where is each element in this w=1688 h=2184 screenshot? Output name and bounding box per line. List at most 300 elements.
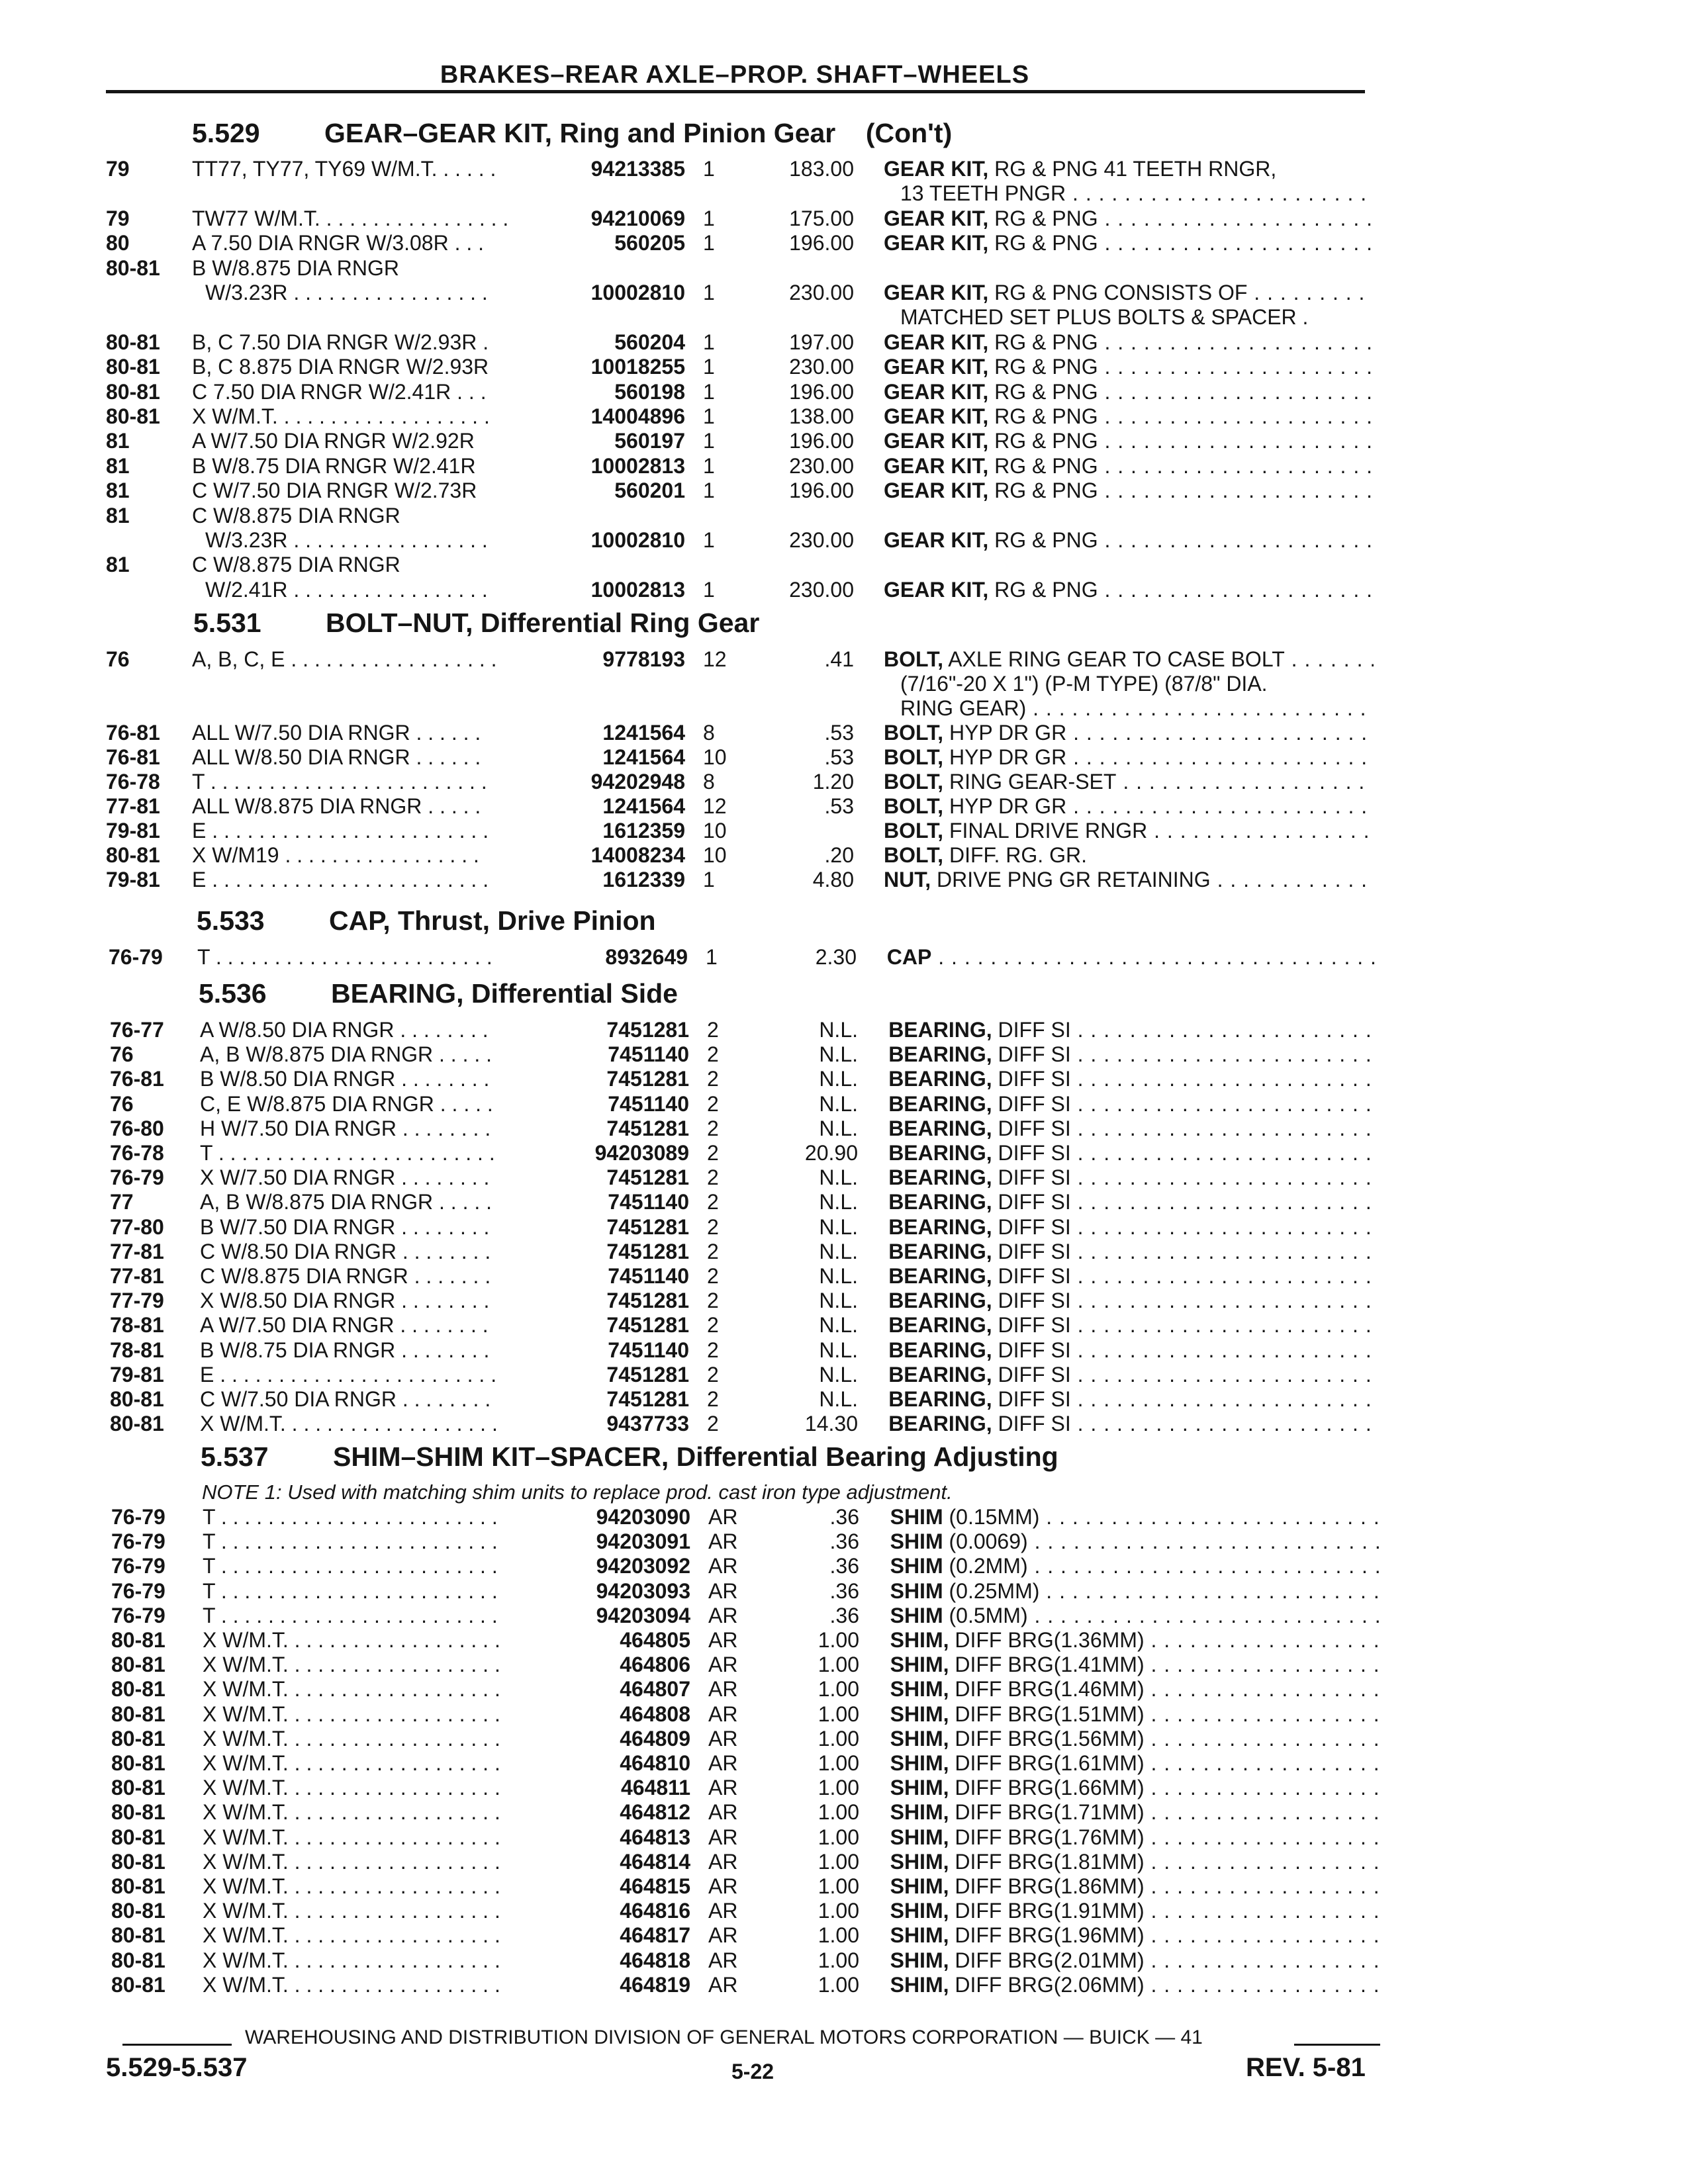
model-year: 80 [106,231,130,255]
quantity: AR [708,1874,738,1898]
quantity: 2 [707,1313,719,1337]
part-number: 464808 [620,1702,690,1726]
model-year: 76 [106,647,130,671]
section-title: BOLT–NUT, Differential Ring Gear [326,608,760,638]
price: 1.00 [818,1702,859,1726]
description: GEAR KIT, RG & PNG 41 TEETH RNGR, [884,157,1277,181]
parts-row [0,1165,1688,1190]
price: N.L. [819,1338,858,1362]
model-year: 80-81 [110,1387,164,1411]
quantity: 2 [707,1338,719,1362]
parts-row [0,1775,1688,1800]
parts-row [0,1578,1688,1604]
parts-row [0,1652,1688,1677]
application: B W/8.75 DIA RNGR W/2.41R [192,454,476,478]
model-year: 76-79 [111,1554,165,1578]
quantity: AR [708,1505,738,1529]
page-header-title: BRAKES–REAR AXLE–PROP. SHAFT–WHEELS [440,61,1030,89]
price: .36 [829,1579,859,1603]
part-number: 7451281 [606,1363,689,1387]
part-number: 7451281 [606,1116,689,1140]
description: BOLT, AXLE RING GEAR TO CASE BOLT . . . [884,647,1374,672]
part-number: 464818 [620,1948,690,1972]
part-number: 1612339 [602,868,685,891]
model-year: 80-81 [111,1948,165,1972]
description: GEAR KIT, RG & PNG . . . [884,354,1374,379]
part-number: 14008234 [590,843,685,867]
description: SHIM, DIFF BRG(2.01MM) . . . [890,1948,1380,1973]
quantity: AR [708,1923,738,1947]
parts-row [0,1825,1688,1850]
part-number: 7451281 [606,1240,689,1263]
parts-row [0,1529,1688,1554]
model-year: 76 [110,1042,134,1066]
section-heading [201,1441,1058,1473]
part-number: 464816 [620,1899,690,1923]
parts-row [0,1288,1688,1313]
part-number: 94203092 [596,1554,690,1578]
price: 20.90 [804,1141,858,1165]
model-year: 80-81 [111,1899,165,1923]
model-year: 79-81 [110,1363,164,1387]
application: X W/M.T. . . . . . . . . . . . . . . . . . . [203,1874,500,1898]
model-year: 76 [110,1092,134,1116]
part-number: 560197 [614,429,685,453]
quantity: AR [708,1727,738,1751]
price: N.L. [819,1067,858,1091]
price: 2.30 [815,945,857,969]
description: SHIM, DIFF BRG(1.36MM) . . . [890,1627,1380,1653]
price: 1.20 [812,770,854,794]
price: 1.00 [818,1973,859,1997]
model-year: 76-80 [110,1116,164,1140]
description: BOLT, HYP DR GR . . . [884,794,1374,819]
parts-row [0,1338,1688,1363]
description: SHIM, DIFF BRG(1.86MM) . . . [890,1874,1380,1899]
description: SHIM (0.15MM) . . . [890,1504,1380,1529]
part-number: 10002810 [590,528,685,552]
application: T . . . . . . . . . . . . . . . . . . . . . . . . [203,1604,498,1627]
part-number: 94210069 [590,206,685,230]
description: SHIM, DIFF BRG(1.76MM) . . . [890,1825,1380,1850]
quantity: AR [708,1973,738,1997]
description: SHIM, DIFF BRG(1.66MM) . . . [890,1775,1380,1800]
part-number: 1241564 [602,721,685,745]
model-year: 80-81 [106,404,160,428]
parts-row [0,552,1688,577]
part-number: 7451140 [608,1264,689,1288]
part-number: 560205 [614,231,685,255]
parts-row [0,944,1688,970]
price: 230.00 [789,355,854,379]
application: X W/M.T. . . . . . . . . . . . . . . . . . . [203,1751,500,1775]
description: SHIM (0.0069) . . . [890,1529,1380,1554]
price: .41 [824,647,854,671]
description: SHIM, DIFF BRG(1.91MM) . . . [890,1898,1380,1923]
quantity: 1 [703,281,715,304]
parts-row [0,1898,1688,1923]
model-year: 77-79 [110,1289,164,1312]
parts-row [0,156,1688,181]
model-year: 80-81 [106,330,160,354]
price: N.L. [819,1018,858,1042]
description: BOLT, HYP DR GR . . . [884,720,1374,745]
price: 230.00 [789,578,854,602]
model-year: 76-79 [109,945,163,969]
application: T . . . . . . . . . . . . . . . . . . . . . . . . [203,1529,498,1553]
parts-row [0,1066,1688,1091]
footer-rule-left [122,2044,232,2046]
quantity: 2 [707,1387,719,1411]
application: B W/8.75 DIA RNGR . . . . . . . . [200,1338,490,1362]
description: BEARING, DIFF SI . . . [888,1263,1378,1289]
quantity: 1 [703,380,715,404]
description: SHIM, DIFF BRG(1.71MM) . . . [890,1799,1380,1825]
application: C W/8.50 DIA RNGR . . . . . . . . [200,1240,491,1263]
parts-row [0,867,1688,892]
parts-row [0,1972,1688,1997]
description: GEAR KIT, RG & PNG . . . [884,428,1374,453]
quantity: 2 [707,1165,719,1189]
description: BEARING, DIFF SI . . . [888,1017,1378,1042]
price: N.L. [819,1215,858,1239]
price: 196.00 [789,380,854,404]
quantity: AR [708,1776,738,1799]
description: GEAR KIT, RG & PNG . . . [884,206,1374,231]
application: B, C 7.50 DIA RNGR W/2.93R . [192,330,489,354]
application: X W/M.T. . . . . . . . . . . . . . . . . . . [203,1653,500,1676]
part-number: 7451140 [608,1338,689,1362]
parts-row [0,354,1688,379]
price: 1.00 [818,1850,859,1874]
application: X W/M.T. . . . . . . . . . . . . . . . . . . [192,404,490,428]
part-number: 464809 [620,1727,690,1751]
model-year: 79-81 [106,868,160,891]
quantity: 2 [707,1042,719,1066]
footer-revision: REV. 5-81 [1246,2053,1366,2082]
parts-row [0,1849,1688,1874]
quantity: AR [708,1628,738,1652]
description: SHIM (0.2MM) . . . [890,1553,1380,1578]
parts-row [0,404,1688,429]
application: A 7.50 DIA RNGR W/3.08R . . . [192,231,485,255]
parts-row [0,1504,1688,1529]
quantity: 10 [703,819,727,842]
price: 1.00 [818,1628,859,1652]
application: H W/7.50 DIA RNGR . . . . . . . . [200,1116,491,1140]
section-title: SHIM–SHIM KIT–SPACER, Differential Bearing Adjusting [333,1441,1058,1472]
parts-row [0,230,1688,255]
footer-division-text: WAREHOUSING AND DISTRIBUTION DIVISION OF GENERAL MOTORS CORPORATION — BUICK — 41 [245,2026,1203,2048]
part-number: 14004896 [590,404,685,428]
parts-row [0,1312,1688,1338]
application: E . . . . . . . . . . . . . . . . . . . . . . . . [192,819,489,842]
parts-row [0,1116,1688,1141]
section-heading [199,978,678,1009]
price: 1.00 [818,1874,859,1898]
parts-row [0,1140,1688,1165]
price: 1.00 [818,1948,859,1972]
description: SHIM, DIFF BRG(1.46MM) . . . [890,1676,1380,1702]
part-number: 10002813 [590,578,685,602]
model-year: 77-81 [110,1264,164,1288]
description: NUT, DRIVE PNG GR RETAINING . . . [884,867,1374,892]
model-year: 81 [106,553,130,576]
price: .53 [824,794,854,818]
part-number: 7451281 [606,1215,689,1239]
description: SHIM, DIFF BRG(1.41MM) . . . [890,1652,1380,1677]
section-heading [193,608,759,639]
description: BOLT, RING GEAR-SET . . . [884,769,1374,794]
application: B W/7.50 DIA RNGR . . . . . . . . [200,1215,490,1239]
application: X W/M.T. . . . . . . . . . . . . . . . . . . [203,1677,500,1701]
model-year: 77-80 [110,1215,164,1239]
parts-row [0,1874,1688,1899]
description: BEARING, DIFF SI . . . [888,1091,1378,1116]
price: N.L. [819,1313,858,1337]
quantity: AR [708,1554,738,1578]
application: C, E W/8.875 DIA RNGR . . . . . [200,1092,493,1116]
application: T . . . . . . . . . . . . . . . . . . . . . . . . [203,1579,498,1603]
quantity: 10 [703,843,727,867]
description: 13 TEETH PNGR . . . [900,181,1374,206]
description: SHIM, DIFF BRG(1.61MM) . . . [890,1751,1380,1776]
model-year: 76-79 [111,1529,165,1553]
model-year: 78-81 [110,1338,164,1362]
quantity: 2 [707,1264,719,1288]
part-number: 464817 [620,1923,690,1947]
price: 1.00 [818,1923,859,1947]
price: .36 [829,1529,859,1553]
model-year: 80-81 [111,1653,165,1676]
quantity: 1 [703,454,715,478]
model-year: 80-81 [111,1751,165,1775]
application: X W/M.T. . . . . . . . . . . . . . . . . . . [203,1973,500,1997]
parts-row [0,428,1688,453]
part-number: 10018255 [590,355,685,379]
description: GEAR KIT, RG & PNG CONSISTS OF . . . [884,280,1374,305]
application: T . . . . . . . . . . . . . . . . . . . . . . . . [200,1141,495,1165]
model-year: 80-81 [111,1727,165,1751]
price: 1.00 [818,1653,859,1676]
description: SHIM, DIFF BRG(1.81MM) . . . [890,1849,1380,1874]
part-number: 7451140 [608,1092,689,1116]
parts-row [0,647,1688,672]
application: W/3.23R . . . . . . . . . . . . . . . . . [205,281,488,304]
section-heading [197,905,656,936]
parts-row [0,1726,1688,1751]
model-year: 76-78 [110,1141,164,1165]
model-year: 79 [106,157,130,181]
parts-row [0,1553,1688,1578]
description: BOLT, HYP DR GR . . . [884,745,1374,770]
application: X W/M.T. . . . . . . . . . . . . . . . . . . [203,1923,500,1947]
application: C W/7.50 DIA RNGR W/2.73R [192,478,477,502]
part-number: 94203089 [594,1141,689,1165]
part-number: 8932649 [605,945,688,969]
parts-row [0,1214,1688,1240]
parts-row [0,577,1688,602]
application: E . . . . . . . . . . . . . . . . . . . . . . . . [200,1363,497,1387]
quantity: 2 [707,1141,719,1165]
price: .36 [829,1554,859,1578]
description: BEARING, DIFF SI . . . [888,1165,1378,1190]
description: SHIM (0.25MM) . . . [890,1578,1380,1604]
price: 138.00 [789,404,854,428]
application: X W/M.T. . . . . . . . . . . . . . . . . . . [203,1850,500,1874]
part-number: 560201 [614,478,685,502]
price: 1.00 [818,1727,859,1751]
quantity: 1 [703,528,715,552]
quantity: 1 [703,206,715,230]
price: N.L. [819,1116,858,1140]
model-year: 80-81 [106,843,160,867]
part-number: 464805 [620,1628,690,1652]
quantity: 1 [703,478,715,502]
parts-row [0,1387,1688,1412]
application: X W/M.T. . . . . . . . . . . . . . . . . . . [203,1727,500,1751]
model-year: 76-79 [111,1579,165,1603]
model-year: 79-81 [106,819,160,842]
description: BEARING, DIFF SI . . . [888,1312,1378,1338]
part-number: 464807 [620,1677,690,1701]
parts-row [0,1702,1688,1727]
application: E . . . . . . . . . . . . . . . . . . . . . . . . [192,868,489,891]
section-title: CAP, Thrust, Drive Pinion [329,905,656,936]
model-year: 80-81 [106,355,160,379]
price: 4.80 [812,868,854,891]
part-number: 10002813 [590,454,685,478]
header-rule [106,90,1365,93]
model-year: 80-81 [111,1677,165,1701]
description: GEAR KIT, RG & PNG . . . [884,330,1374,355]
parts-row [0,1017,1688,1042]
parts-row [0,379,1688,404]
section-title: GEAR–GEAR KIT, Ring and Pinion Gear (Con't) [324,118,953,148]
description: BOLT, FINAL DRIVE RNGR . . . [884,818,1374,843]
quantity: AR [708,1677,738,1701]
quantity: 2 [707,1363,719,1387]
description: SHIM, DIFF BRG(1.96MM) . . . [890,1923,1380,1948]
application: X W/M.T. . . . . . . . . . . . . . . . . . . [203,1825,500,1849]
description: BEARING, DIFF SI . . . [888,1338,1378,1363]
parts-row [0,1411,1688,1436]
quantity: 2 [707,1289,719,1312]
parts-row [0,1239,1688,1264]
parts-row [0,842,1688,868]
application: X W/M.T. . . . . . . . . . . . . . . . . . . [203,1702,500,1726]
description: BEARING, DIFF SI . . . [888,1042,1378,1067]
model-year: 80-81 [111,1776,165,1799]
part-number: 464812 [620,1800,690,1824]
price: .36 [829,1505,859,1529]
section-note: NOTE 1: Used with matching shim units to replace prod. cast iron type adjustment. [202,1480,953,1504]
price: .20 [824,843,854,867]
quantity: 1 [703,578,715,602]
parts-row [0,794,1688,819]
section-title: BEARING, Differential Side [331,978,678,1009]
quantity: AR [708,1702,738,1726]
quantity: 2 [707,1215,719,1239]
price: N.L. [819,1264,858,1288]
footer-section-range: 5.529-5.537 [106,2053,248,2082]
model-year: 76-78 [106,770,160,794]
application: A, B W/8.875 DIA RNGR . . . . . [200,1190,492,1214]
description: BEARING, DIFF SI . . . [888,1140,1378,1165]
price: 1.00 [818,1751,859,1775]
application: C 7.50 DIA RNGR W/2.41R . . . [192,380,487,404]
model-year: 80-81 [111,1825,165,1849]
model-year: 80-81 [111,1800,165,1824]
application: T . . . . . . . . . . . . . . . . . . . . . . . . [203,1554,498,1578]
parts-row [0,1923,1688,1948]
quantity: 2 [707,1412,719,1435]
parts-row [0,206,1688,231]
part-number: 7451281 [606,1387,689,1411]
quantity: 12 [703,647,727,671]
model-year: 80-81 [111,1973,165,1997]
quantity: 2 [707,1240,719,1263]
part-number: 1612359 [602,819,685,842]
part-number: 464813 [620,1825,690,1849]
quantity: AR [708,1579,738,1603]
description: BEARING, DIFF SI . . . [888,1189,1378,1214]
quantity: 2 [707,1092,719,1116]
part-number: 94213385 [590,157,685,181]
parts-row [0,1263,1688,1289]
application: X W/M19 . . . . . . . . . . . . . . . . . [192,843,479,867]
application: TT77, TY77, TY69 W/M.T. . . . . . [192,157,496,181]
part-number: 464815 [620,1874,690,1898]
parts-row [0,720,1688,745]
application: C W/8.875 DIA RNGR [192,553,400,576]
part-number: 7451140 [608,1190,689,1214]
part-number: 464810 [620,1751,690,1775]
description: GEAR KIT, RG & PNG . . . [884,478,1374,503]
quantity: AR [708,1529,738,1553]
quantity: 8 [703,770,715,794]
price: N.L. [819,1240,858,1263]
quantity: 12 [703,794,727,818]
application: X W/8.50 DIA RNGR . . . . . . . . [200,1289,490,1312]
description: BEARING, DIFF SI . . . [888,1362,1378,1387]
model-year: 78-81 [110,1313,164,1337]
parts-row [0,503,1688,528]
price: 230.00 [789,281,854,304]
section-heading [192,118,952,149]
application: X W/M.T. . . . . . . . . . . . . . . . . . . [203,1776,500,1799]
price: N.L. [819,1387,858,1411]
description: (7/16"-20 X 1") (P-M TYPE) (87/8" DIA. [900,672,1268,696]
part-number: 7451281 [606,1289,689,1312]
model-year: 80-81 [111,1850,165,1874]
part-number: 1241564 [602,745,685,769]
description: BOLT, DIFF. RG. GR. [884,843,1087,867]
application: A W/7.50 DIA RNGR . . . . . . . . [200,1313,489,1337]
parts-row [0,769,1688,794]
part-number: 464811 [620,1776,690,1799]
price: N.L. [819,1042,858,1066]
price: 1.00 [818,1776,859,1799]
application: T . . . . . . . . . . . . . . . . . . . . . . . . [203,1505,498,1529]
quantity: 1 [703,157,715,181]
application: A W/7.50 DIA RNGR W/2.92R [192,429,475,453]
quantity: 1 [706,945,718,969]
model-year: 76-81 [106,745,160,769]
quantity: 1 [703,330,715,354]
price: 175.00 [789,206,854,230]
quantity: 1 [703,404,715,428]
